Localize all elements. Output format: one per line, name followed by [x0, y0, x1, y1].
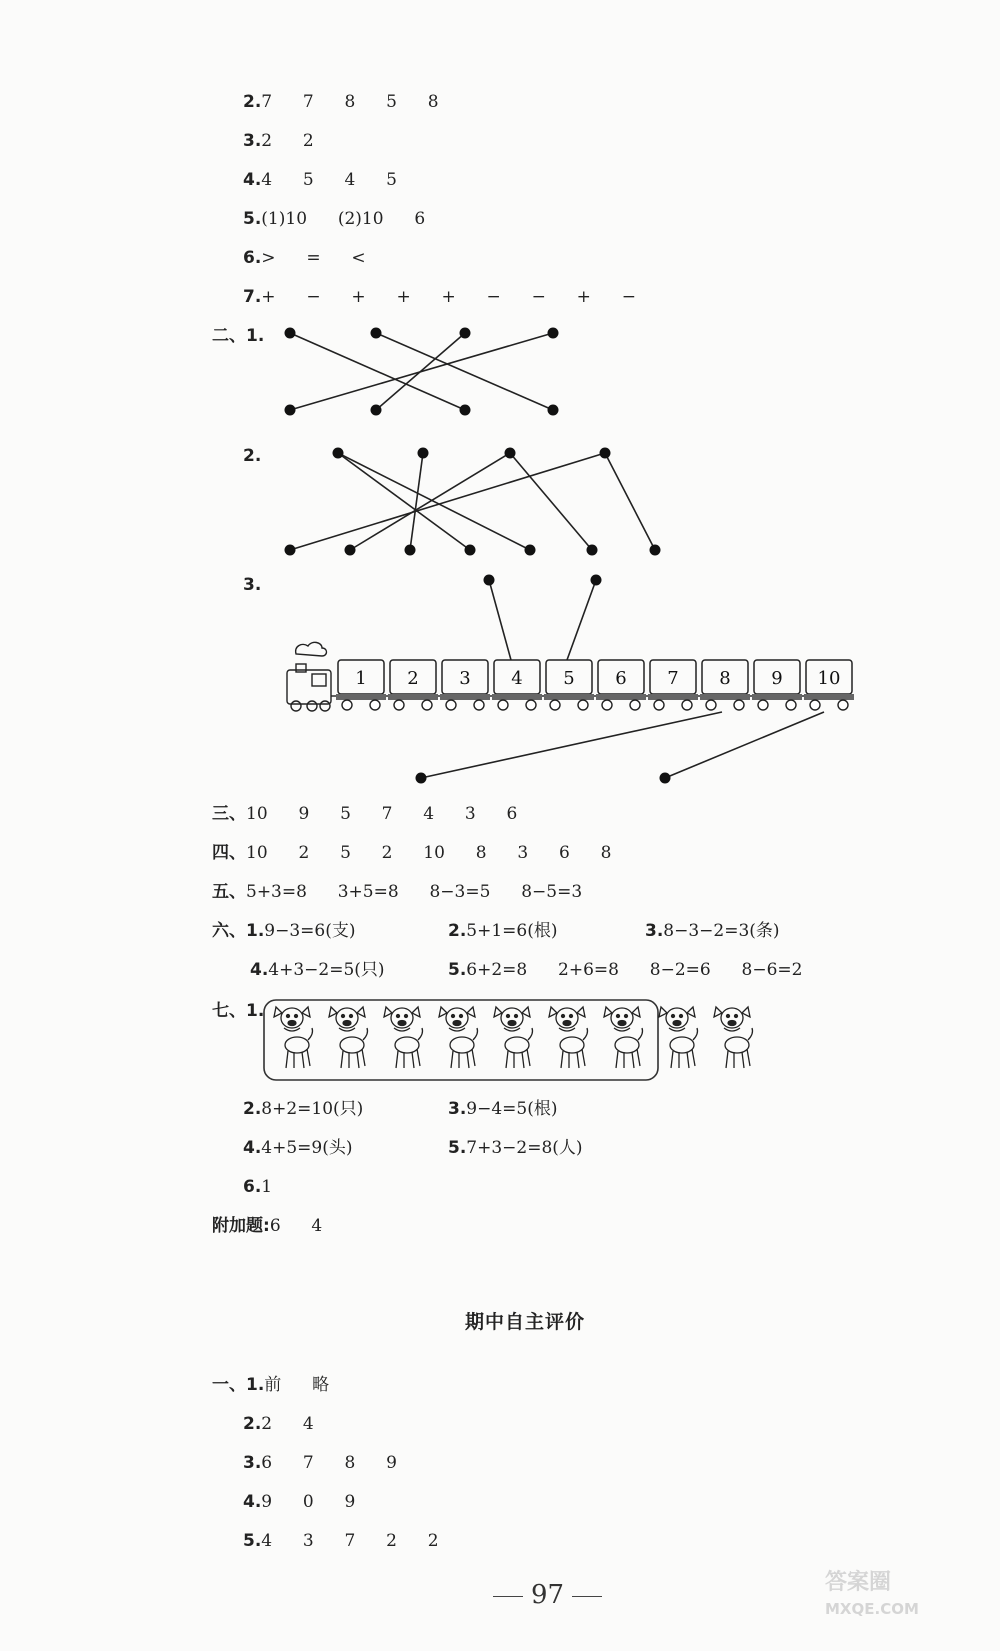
train-wheel — [446, 700, 456, 710]
midterm-1-5: 5.4 3 7 2 2 — [243, 1531, 439, 1551]
train-wheel — [706, 700, 716, 710]
train-car-number: 5 — [563, 668, 575, 689]
train-wheel — [498, 700, 508, 710]
page-number: 97 — [485, 1580, 610, 1610]
midterm-1-1: 一、1.前 略 — [212, 1375, 330, 1395]
locomotive-body — [287, 670, 331, 704]
answer-1-3: 3.2 2 — [243, 131, 314, 151]
train-car-base — [336, 694, 386, 700]
dots-2-3 — [416, 575, 671, 784]
midterm-title: 期中自主评价 — [465, 1311, 586, 1333]
train-wheel — [682, 700, 692, 710]
answer-2-1-label: 二、1. — [212, 326, 265, 346]
train-wheel — [630, 700, 640, 710]
dots-2-2 — [285, 448, 661, 556]
train-car-base — [804, 694, 854, 700]
dog-icon — [659, 1007, 698, 1068]
answer-2-2-label: 2. — [243, 446, 262, 466]
train-wheel — [654, 700, 664, 710]
train-wheel — [578, 700, 588, 710]
midterm-1-2: 2.2 4 — [243, 1414, 314, 1434]
bonus-answer: 附加题:6 4 — [212, 1216, 323, 1236]
answer-1-4: 4.4 5 4 5 — [243, 170, 397, 190]
dog-icon — [604, 1007, 643, 1068]
dog-icon — [384, 1007, 423, 1068]
dogs — [274, 1007, 753, 1068]
train-car-number: 2 — [407, 668, 419, 689]
train-car-number: 10 — [817, 668, 841, 689]
dog-icon — [494, 1007, 533, 1068]
dog-group-box — [264, 1000, 658, 1080]
answer-6-3: 3.8−3−2=3(条) — [645, 921, 780, 941]
train-wheel — [734, 700, 744, 710]
answer-7-4: 4.4+5=9(头) — [243, 1138, 353, 1158]
matching-lines-2-2 — [290, 453, 655, 550]
train-wheel — [758, 700, 768, 710]
train-wheel — [838, 700, 848, 710]
train-wheel — [602, 700, 612, 710]
answer-6-5: 5.6+2=8 2+6=8 8−2=6 8−6=2 — [448, 960, 803, 980]
train-car-base — [388, 694, 438, 700]
train-car-number: 4 — [511, 668, 523, 689]
dog-icon — [274, 1007, 313, 1068]
answer-1-7: 7.+ − + + + − − + − — [243, 287, 636, 307]
train-wheel — [394, 700, 404, 710]
answer-6-2: 2.5+1=6(根) — [448, 921, 558, 941]
answer-7-6: 6.1 — [243, 1177, 273, 1197]
answer-7-1-label: 七、1. — [212, 1001, 265, 1021]
train-car-base — [752, 694, 802, 700]
answer-2-3-label: 3. — [243, 575, 262, 595]
train-wheel — [526, 700, 536, 710]
train-car-number: 8 — [719, 668, 731, 689]
answer-1-6: 6.> = < — [243, 248, 366, 268]
train-car-base — [596, 694, 646, 700]
answer-6-4: 4.4+3−2=5(只) — [250, 960, 385, 980]
train-car-number: 9 — [771, 668, 783, 689]
train-car-base — [544, 694, 594, 700]
midterm-1-4: 4.9 0 9 — [243, 1492, 356, 1512]
train-wheel — [810, 700, 820, 710]
train-car-number: 1 — [355, 668, 367, 689]
answer-3: 三、10 9 5 7 4 3 6 — [212, 804, 518, 824]
chimney — [296, 664, 306, 672]
train-car-number: 6 — [615, 668, 627, 689]
answer-7-3: 3.9−4=5(根) — [448, 1099, 558, 1119]
answer-6-1: 六、1.9−3=6(支) — [212, 921, 356, 941]
dog-icon — [549, 1007, 588, 1068]
train-car-number: 7 — [667, 668, 679, 689]
train-cars — [336, 660, 854, 710]
watermark: 答案圈 MXQE.COM — [825, 1570, 919, 1618]
answer-7-2: 2.8+2=10(只) — [243, 1099, 364, 1119]
answer-1-2: 2.7 7 8 5 8 — [243, 92, 439, 112]
train-wheel — [550, 700, 560, 710]
cab-window — [312, 674, 326, 686]
train-car-base — [700, 694, 750, 700]
dog-icon — [329, 1007, 368, 1068]
train-wheel — [370, 700, 380, 710]
train-wheel — [474, 700, 484, 710]
midterm-1-3: 3.6 7 8 9 — [243, 1453, 397, 1473]
dog-icon — [714, 1007, 753, 1068]
train-wheel — [422, 700, 432, 710]
answer-7-5: 5.7+3−2=8(人) — [448, 1138, 583, 1158]
answer-5: 五、5+3=8 3+5=8 8−3=5 8−5=3 — [212, 882, 583, 902]
train-car-number: 3 — [459, 668, 471, 689]
train-wheel — [342, 700, 352, 710]
answer-4: 四、10 2 5 2 10 8 3 6 8 — [212, 843, 612, 863]
matching-lines-2-1 — [290, 333, 553, 410]
answer-1-5: 5.(1)10 (2)10 6 — [243, 209, 426, 229]
dog-icon — [439, 1007, 478, 1068]
smoke-cloud — [296, 642, 327, 656]
train-car-base — [648, 694, 698, 700]
train-car-base — [492, 694, 542, 700]
train-car-base — [440, 694, 490, 700]
train-wheel — [786, 700, 796, 710]
